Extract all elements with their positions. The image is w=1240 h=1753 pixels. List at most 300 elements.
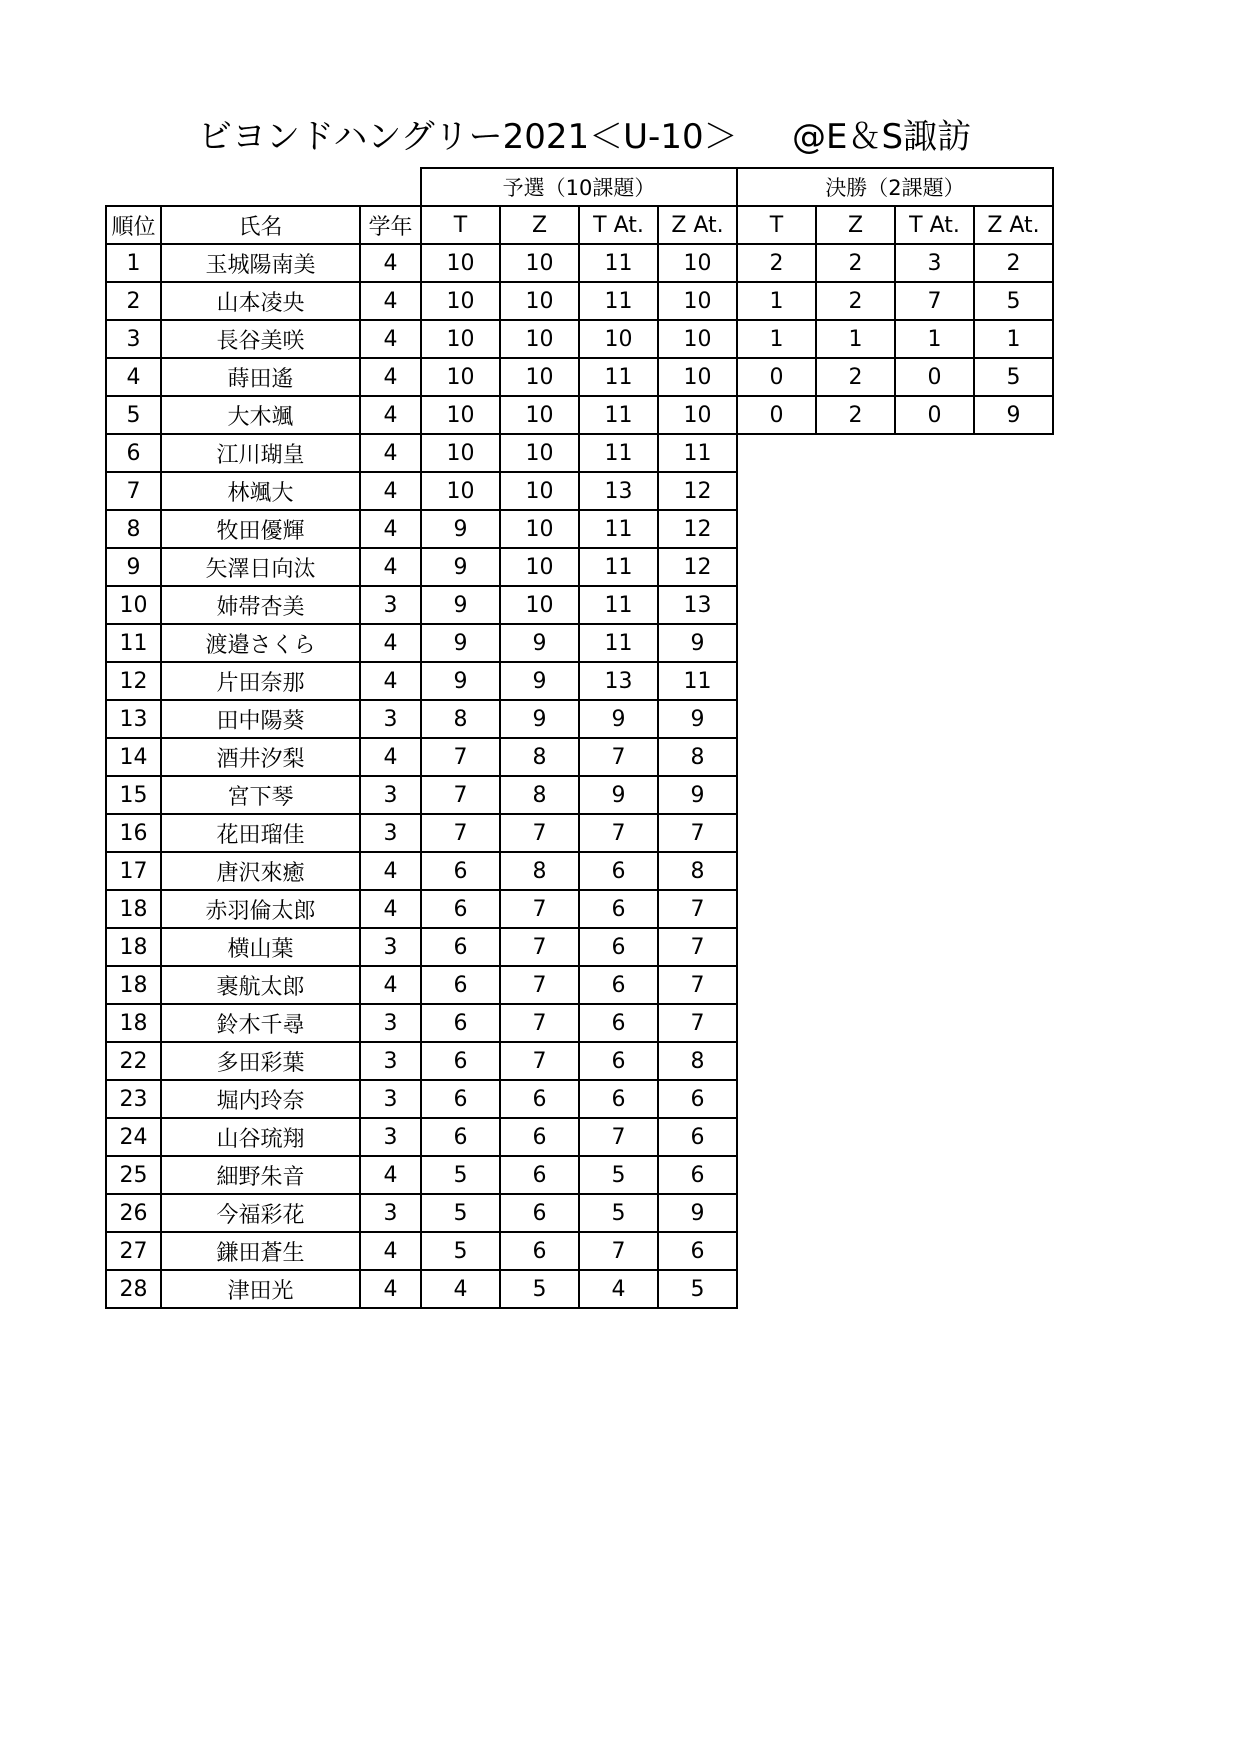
qualifier-t-cell: 6	[421, 928, 500, 966]
rank-cell: 28	[106, 1270, 161, 1308]
col-header-final-t: T	[737, 206, 816, 244]
rank-cell: 16	[106, 814, 161, 852]
qualifier-t-cell: 10	[421, 320, 500, 358]
empty-cell	[737, 1042, 816, 1080]
name-cell: 酒井汐梨	[161, 738, 360, 776]
qualifier-z-cell: 10	[500, 244, 579, 282]
qualifier-z-attempts-cell: 10	[658, 282, 737, 320]
rank-cell: 23	[106, 1080, 161, 1118]
table-row	[106, 776, 1053, 814]
table-row	[106, 282, 1053, 320]
empty-cell	[974, 1194, 1053, 1232]
qualifier-z-attempts-cell: 8	[658, 1042, 737, 1080]
final-z-attempts-cell: 1	[974, 320, 1053, 358]
empty-cell	[737, 1194, 816, 1232]
table-row	[106, 928, 1053, 966]
empty-cell	[974, 548, 1053, 586]
group-header-spacer	[106, 168, 421, 206]
qualifier-t-attempts-cell: 11	[579, 282, 658, 320]
qualifier-t-cell: 9	[421, 510, 500, 548]
rank-cell: 6	[106, 434, 161, 472]
name-cell: 片田奈那	[161, 662, 360, 700]
qualifier-t-attempts-cell: 6	[579, 1042, 658, 1080]
results-table	[105, 167, 1054, 1309]
table-row	[106, 548, 1053, 586]
qualifier-z-cell: 8	[500, 776, 579, 814]
empty-cell	[895, 776, 974, 814]
rank-cell: 18	[106, 890, 161, 928]
qualifier-z-cell: 9	[500, 700, 579, 738]
rank-cell: 3	[106, 320, 161, 358]
qualifier-z-attempts-cell: 8	[658, 852, 737, 890]
qualifier-z-attempts-cell: 9	[658, 1194, 737, 1232]
qualifier-t-attempts-cell: 6	[579, 852, 658, 890]
empty-cell	[974, 852, 1053, 890]
qualifier-z-attempts-cell: 9	[658, 776, 737, 814]
qualifier-z-cell: 5	[500, 1270, 579, 1308]
empty-cell	[974, 1156, 1053, 1194]
name-cell: 裹航太郎	[161, 966, 360, 1004]
qualifier-z-attempts-cell: 9	[658, 700, 737, 738]
qualifier-z-attempts-cell: 12	[658, 548, 737, 586]
rank-cell: 15	[106, 776, 161, 814]
qualifier-z-cell: 10	[500, 472, 579, 510]
qualifier-t-attempts-cell: 6	[579, 966, 658, 1004]
qualifier-z-cell: 6	[500, 1080, 579, 1118]
qualifier-t-attempts-cell: 7	[579, 1232, 658, 1270]
empty-cell	[895, 890, 974, 928]
table-row	[106, 510, 1053, 548]
page-title: ビヨンドハングリー2021＜U-10＞	[198, 117, 738, 157]
empty-cell	[895, 548, 974, 586]
qualifier-t-cell: 10	[421, 282, 500, 320]
grade-cell: 3	[360, 1004, 421, 1042]
rank-cell: 17	[106, 852, 161, 890]
qualifier-z-cell: 10	[500, 282, 579, 320]
table-row	[106, 586, 1053, 624]
table-row	[106, 700, 1053, 738]
table-row	[106, 472, 1053, 510]
grade-cell: 4	[360, 1270, 421, 1308]
qualifier-z-cell: 6	[500, 1118, 579, 1156]
name-cell: 今福彩花	[161, 1194, 360, 1232]
empty-cell	[737, 434, 816, 472]
empty-cell	[737, 776, 816, 814]
name-cell: 玉城陽南美	[161, 244, 360, 282]
qualifier-t-attempts-cell: 9	[579, 700, 658, 738]
venue-label: @E＆S諏訪	[792, 117, 972, 157]
qualifier-z-cell: 7	[500, 1042, 579, 1080]
name-cell: 姉帯杏美	[161, 586, 360, 624]
grade-cell: 4	[360, 548, 421, 586]
empty-cell	[737, 966, 816, 1004]
col-header-final-z: Z	[816, 206, 895, 244]
qualifier-z-attempts-cell: 10	[658, 320, 737, 358]
qualifier-t-attempts-cell: 4	[579, 1270, 658, 1308]
final-t-cell: 0	[737, 396, 816, 434]
group-header-row	[106, 168, 1053, 206]
qualifier-t-attempts-cell: 7	[579, 814, 658, 852]
qualifier-t-cell: 7	[421, 814, 500, 852]
empty-cell	[895, 662, 974, 700]
qualifier-t-cell: 8	[421, 700, 500, 738]
empty-cell	[974, 624, 1053, 662]
empty-cell	[895, 1080, 974, 1118]
empty-cell	[737, 1156, 816, 1194]
final-t-attempts-cell: 0	[895, 396, 974, 434]
grade-cell: 4	[360, 358, 421, 396]
grade-cell: 4	[360, 282, 421, 320]
empty-cell	[737, 814, 816, 852]
empty-cell	[974, 966, 1053, 1004]
empty-cell	[895, 700, 974, 738]
empty-cell	[816, 472, 895, 510]
empty-cell	[895, 1194, 974, 1232]
empty-cell	[816, 1270, 895, 1308]
qualifier-t-attempts-cell: 9	[579, 776, 658, 814]
empty-cell	[974, 890, 1053, 928]
grade-cell: 3	[360, 700, 421, 738]
rank-cell: 24	[106, 1118, 161, 1156]
final-t-attempts-cell: 0	[895, 358, 974, 396]
empty-cell	[895, 852, 974, 890]
name-cell: 赤羽倫太郎	[161, 890, 360, 928]
qualifier-z-attempts-cell: 11	[658, 434, 737, 472]
empty-cell	[895, 928, 974, 966]
qualifier-t-cell: 7	[421, 738, 500, 776]
col-header-qualifier-z-attempts: Z At.	[658, 206, 737, 244]
qualifier-z-cell: 6	[500, 1232, 579, 1270]
grade-cell: 4	[360, 662, 421, 700]
qualifier-z-cell: 8	[500, 738, 579, 776]
rank-cell: 25	[106, 1156, 161, 1194]
empty-cell	[816, 700, 895, 738]
qualifier-t-attempts-cell: 5	[579, 1156, 658, 1194]
final-t-attempts-cell: 3	[895, 244, 974, 282]
col-header-qualifier-t-attempts: T At.	[579, 206, 658, 244]
final-group-header: 決勝（2課題）	[737, 168, 1053, 206]
rank-cell: 27	[106, 1232, 161, 1270]
grade-cell: 3	[360, 928, 421, 966]
empty-cell	[737, 586, 816, 624]
qualifier-t-cell: 9	[421, 586, 500, 624]
empty-cell	[974, 586, 1053, 624]
column-header-row	[106, 206, 1053, 244]
empty-cell	[974, 662, 1053, 700]
qualifier-t-cell: 9	[421, 662, 500, 700]
final-z-cell: 1	[816, 320, 895, 358]
col-header-final-t-attempts: T At.	[895, 206, 974, 244]
name-cell: 山谷琉翔	[161, 1118, 360, 1156]
empty-cell	[816, 776, 895, 814]
qualifier-z-cell: 8	[500, 852, 579, 890]
empty-cell	[737, 700, 816, 738]
grade-cell: 4	[360, 966, 421, 1004]
grade-cell: 4	[360, 1232, 421, 1270]
qualifier-z-cell: 7	[500, 928, 579, 966]
rank-cell: 1	[106, 244, 161, 282]
qualifier-t-cell: 9	[421, 548, 500, 586]
final-t-attempts-cell: 7	[895, 282, 974, 320]
empty-cell	[816, 1194, 895, 1232]
table-row	[106, 852, 1053, 890]
empty-cell	[816, 1232, 895, 1270]
table-row	[106, 1270, 1053, 1308]
qualifier-t-attempts-cell: 6	[579, 890, 658, 928]
qualifier-z-cell: 9	[500, 662, 579, 700]
grade-cell: 3	[360, 586, 421, 624]
name-cell: 蒔田遙	[161, 358, 360, 396]
rank-cell: 26	[106, 1194, 161, 1232]
qualifier-t-cell: 6	[421, 1004, 500, 1042]
empty-cell	[974, 1270, 1053, 1308]
empty-cell	[974, 1042, 1053, 1080]
qualifier-t-cell: 10	[421, 244, 500, 282]
empty-cell	[737, 738, 816, 776]
empty-cell	[816, 624, 895, 662]
rank-cell: 18	[106, 1004, 161, 1042]
qualifier-t-attempts-cell: 11	[579, 244, 658, 282]
table-row	[106, 434, 1053, 472]
rank-cell: 8	[106, 510, 161, 548]
table-row	[106, 244, 1053, 282]
qualifier-z-attempts-cell: 10	[658, 396, 737, 434]
name-cell: 林颯大	[161, 472, 360, 510]
empty-cell	[737, 1118, 816, 1156]
qualifier-t-attempts-cell: 6	[579, 1080, 658, 1118]
grade-cell: 4	[360, 320, 421, 358]
qualifier-z-attempts-cell: 12	[658, 510, 737, 548]
qualifier-z-cell: 10	[500, 548, 579, 586]
qualifier-z-attempts-cell: 6	[658, 1118, 737, 1156]
qualifier-t-cell: 6	[421, 852, 500, 890]
name-cell: 鈴木千尋	[161, 1004, 360, 1042]
empty-cell	[895, 966, 974, 1004]
empty-cell	[816, 852, 895, 890]
final-t-cell: 2	[737, 244, 816, 282]
qualifier-z-attempts-cell: 7	[658, 1004, 737, 1042]
qualifier-t-cell: 7	[421, 776, 500, 814]
empty-cell	[974, 776, 1053, 814]
empty-cell	[816, 548, 895, 586]
empty-cell	[816, 662, 895, 700]
empty-cell	[737, 472, 816, 510]
empty-cell	[816, 1080, 895, 1118]
grade-cell: 3	[360, 1080, 421, 1118]
table-row	[106, 662, 1053, 700]
qualifier-z-attempts-cell: 10	[658, 244, 737, 282]
empty-cell	[737, 1080, 816, 1118]
final-z-attempts-cell: 2	[974, 244, 1053, 282]
qualifier-t-cell: 6	[421, 1080, 500, 1118]
qualifier-t-cell: 4	[421, 1270, 500, 1308]
final-z-cell: 2	[816, 358, 895, 396]
grade-cell: 4	[360, 624, 421, 662]
qualifier-t-attempts-cell: 11	[579, 586, 658, 624]
rank-cell: 7	[106, 472, 161, 510]
rank-cell: 18	[106, 928, 161, 966]
qualifier-t-attempts-cell: 11	[579, 358, 658, 396]
qualifier-z-attempts-cell: 11	[658, 662, 737, 700]
col-header-qualifier-t: T	[421, 206, 500, 244]
qualifier-z-cell: 10	[500, 434, 579, 472]
name-cell: 横山葉	[161, 928, 360, 966]
qualifier-z-attempts-cell: 7	[658, 928, 737, 966]
qualifier-t-cell: 5	[421, 1194, 500, 1232]
name-cell: 花田瑠佳	[161, 814, 360, 852]
qualifier-z-attempts-cell: 8	[658, 738, 737, 776]
qualifier-t-cell: 6	[421, 1042, 500, 1080]
empty-cell	[895, 1118, 974, 1156]
table-row	[106, 890, 1053, 928]
qualifier-z-attempts-cell: 7	[658, 814, 737, 852]
empty-cell	[974, 928, 1053, 966]
empty-cell	[816, 890, 895, 928]
empty-cell	[816, 586, 895, 624]
name-cell: 宮下琴	[161, 776, 360, 814]
qualifier-z-attempts-cell: 13	[658, 586, 737, 624]
empty-cell	[816, 1156, 895, 1194]
col-header-grade: 学年	[360, 206, 421, 244]
grade-cell: 4	[360, 472, 421, 510]
final-z-cell: 2	[816, 244, 895, 282]
empty-cell	[816, 1042, 895, 1080]
empty-cell	[737, 624, 816, 662]
table-row	[106, 738, 1053, 776]
table-row	[106, 966, 1053, 1004]
grade-cell: 3	[360, 1194, 421, 1232]
name-cell: 長谷美咲	[161, 320, 360, 358]
qualifier-t-attempts-cell: 5	[579, 1194, 658, 1232]
name-cell: 江川瑚皇	[161, 434, 360, 472]
grade-cell: 4	[360, 852, 421, 890]
rank-cell: 14	[106, 738, 161, 776]
rank-cell: 12	[106, 662, 161, 700]
final-t-cell: 1	[737, 282, 816, 320]
table-row	[106, 358, 1053, 396]
empty-cell	[895, 1042, 974, 1080]
qualifier-z-cell: 10	[500, 320, 579, 358]
grade-cell: 4	[360, 738, 421, 776]
empty-cell	[895, 586, 974, 624]
empty-cell	[816, 738, 895, 776]
name-cell: 大木颯	[161, 396, 360, 434]
rank-cell: 13	[106, 700, 161, 738]
qualifier-z-attempts-cell: 7	[658, 890, 737, 928]
empty-cell	[895, 1004, 974, 1042]
col-header-name: 氏名	[161, 206, 360, 244]
empty-cell	[737, 510, 816, 548]
grade-cell: 3	[360, 776, 421, 814]
rank-cell: 4	[106, 358, 161, 396]
empty-cell	[895, 1232, 974, 1270]
empty-cell	[974, 434, 1053, 472]
empty-cell	[974, 814, 1053, 852]
rank-cell: 9	[106, 548, 161, 586]
col-header-rank: 順位	[106, 206, 161, 244]
qualifier-z-cell: 10	[500, 510, 579, 548]
empty-cell	[816, 1118, 895, 1156]
grade-cell: 3	[360, 1118, 421, 1156]
final-t-cell: 0	[737, 358, 816, 396]
empty-cell	[974, 738, 1053, 776]
empty-cell	[737, 852, 816, 890]
name-cell: 堀内玲奈	[161, 1080, 360, 1118]
empty-cell	[974, 1118, 1053, 1156]
empty-cell	[816, 434, 895, 472]
final-z-attempts-cell: 5	[974, 282, 1053, 320]
qualifier-t-cell: 10	[421, 434, 500, 472]
empty-cell	[974, 1080, 1053, 1118]
name-cell: 山本凌央	[161, 282, 360, 320]
empty-cell	[895, 624, 974, 662]
qualifier-t-cell: 10	[421, 396, 500, 434]
empty-cell	[737, 1232, 816, 1270]
qualifier-z-cell: 7	[500, 814, 579, 852]
empty-cell	[737, 662, 816, 700]
final-t-attempts-cell: 1	[895, 320, 974, 358]
qualifier-z-attempts-cell: 6	[658, 1156, 737, 1194]
table-row	[106, 1080, 1053, 1118]
empty-cell	[737, 1004, 816, 1042]
qualifier-t-attempts-cell: 11	[579, 548, 658, 586]
table-row	[106, 1042, 1053, 1080]
rank-cell: 5	[106, 396, 161, 434]
qualifier-t-cell: 9	[421, 624, 500, 662]
qualifier-t-attempts-cell: 11	[579, 510, 658, 548]
grade-cell: 4	[360, 434, 421, 472]
empty-cell	[816, 928, 895, 966]
grade-cell: 4	[360, 396, 421, 434]
qualifier-z-cell: 7	[500, 1004, 579, 1042]
final-z-cell: 2	[816, 282, 895, 320]
qualifier-z-attempts-cell: 10	[658, 358, 737, 396]
qualifier-z-attempts-cell: 12	[658, 472, 737, 510]
table-row	[106, 396, 1053, 434]
qualifier-t-attempts-cell: 10	[579, 320, 658, 358]
qualifier-t-cell: 5	[421, 1156, 500, 1194]
table-row	[106, 1156, 1053, 1194]
rank-cell: 11	[106, 624, 161, 662]
qualifier-t-attempts-cell: 7	[579, 738, 658, 776]
empty-cell	[737, 928, 816, 966]
final-z-attempts-cell: 5	[974, 358, 1053, 396]
col-header-final-z-attempts: Z At.	[974, 206, 1053, 244]
empty-cell	[816, 814, 895, 852]
empty-cell	[974, 1004, 1053, 1042]
final-z-cell: 2	[816, 396, 895, 434]
qualifier-t-attempts-cell: 6	[579, 1004, 658, 1042]
table-row	[106, 320, 1053, 358]
final-t-cell: 1	[737, 320, 816, 358]
qualifier-t-attempts-cell: 13	[579, 662, 658, 700]
qualifier-z-cell: 10	[500, 586, 579, 624]
grade-cell: 4	[360, 244, 421, 282]
grade-cell: 3	[360, 814, 421, 852]
grade-cell: 4	[360, 1156, 421, 1194]
qualifier-t-attempts-cell: 6	[579, 928, 658, 966]
empty-cell	[895, 1270, 974, 1308]
qualifier-t-cell: 6	[421, 966, 500, 1004]
empty-cell	[737, 548, 816, 586]
rank-cell: 22	[106, 1042, 161, 1080]
table-row	[106, 1232, 1053, 1270]
name-cell: 渡邉さくら	[161, 624, 360, 662]
qualifier-z-attempts-cell: 9	[658, 624, 737, 662]
qualifier-z-cell: 6	[500, 1156, 579, 1194]
empty-cell	[974, 472, 1053, 510]
name-cell: 牧田優輝	[161, 510, 360, 548]
